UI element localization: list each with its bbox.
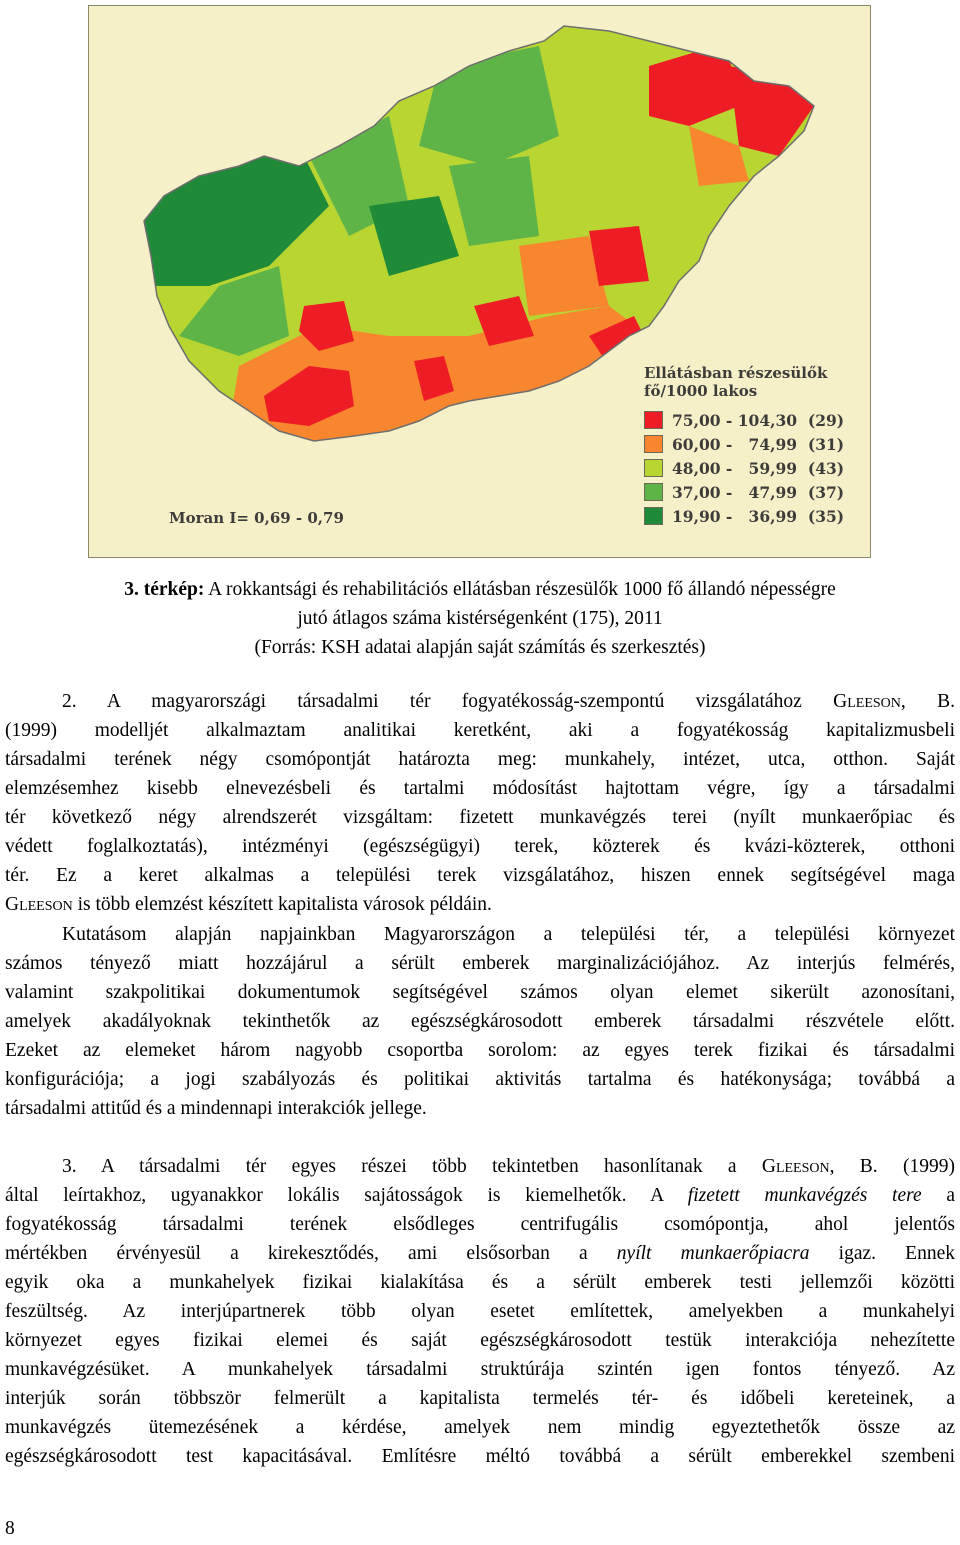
emphasis-text: fizetett munkavégzés tere [687,1185,922,1206]
map-legend [644,364,864,528]
text-span: , B. (1999) [829,1156,955,1177]
legend-item [644,480,864,504]
legend-subtitle: fő/1000 lakos [644,382,758,400]
text-line: konfigurációja; a jogi szabályozás és politikai aktivitás tartalma és hatékonysága; továbbá a [5,1069,955,1090]
text-line: elemzésemhez kisebb elnevezésbeli és tartalmi módosítást hajtottam végre, így a társadalmi [5,778,955,799]
text-span: által leírtakhoz, ugyanakkor lokális sajátosságok is kiemelhetők. A [5,1185,688,1206]
text-span: , B. [900,691,955,712]
author-name: Gleeson [761,1156,830,1177]
text-span: 3. A társadalmi tér egyes részei több tekintetben hasonlítanak a [62,1156,762,1177]
text-line: munkavégzésüket. A munkahelyek társadalmi struktúrája szintén igen fontos tényező. Az [5,1359,955,1380]
text-line: társadalmi attitűd és a mindennapi interakciók jellege. [5,1098,427,1119]
text-line: egészségkárosodott test kapacitásával. Említésre méltó továbbá a sérült emberekkel szembeni [5,1446,955,1467]
text-line: környezet egyes fizikai elemei és saját egészségkárosodott testük interakciója nehezítette [5,1330,955,1351]
text-line [62,1152,955,1181]
legend-label: 37,00 - 47,99 (37) [672,482,845,502]
author-name: Gleeson [5,894,73,915]
legend-label: 48,00 - 59,99 (43) [672,458,845,478]
text-line: Ezeket az elemeket három nagyobb csoportba sorolom: az egyes terek fizikai és társadalmi [5,1040,955,1061]
page-number: 8 [5,1518,15,1539]
text-span: mértékben érvényesül a kirekesztődés, ami elsősorban a [5,1243,617,1264]
moran-index-label: Moran I= 0,69 - 0,79 [169,509,344,527]
map-figure [88,5,871,558]
author-name: Gleeson [833,691,901,712]
text-line [5,1181,955,1210]
legend-swatch [644,435,663,453]
text-line [5,890,955,919]
text-line: munkavégzés ütemezésének a kérdése, amelyek nem mindig egyeztethetők össze az [5,1417,955,1438]
legend-item [644,456,864,480]
legend-swatch [644,459,663,477]
legend-title: Ellátásban részesülők [644,364,828,382]
caption-text: A rokkantsági és rehabilitációs ellátásban részesülők 1000 fő állandó népességre [204,579,836,600]
legend-label: 60,00 - 74,99 (31) [672,434,845,454]
text-line: amelyek akadályoknak tekinthetők az egészségkárosodott emberek társadalmi részvétele előtt. [5,1011,955,1032]
text-line [62,687,955,716]
text-line: feszültség. Az interjúpartnerek több olyan esetet említettek, amelyekben a munkahelyi [5,1301,955,1322]
text-line: védett foglalkoztatás), intézményi (egészségügyi) terek, közterek és kvázi-közterek, otthoni [5,836,955,857]
caption-line: jutó átlagos száma kistérségenként (175), 2011 [297,608,663,629]
text-span: is több elemzést készített kapitalista városok példáin. [72,894,492,915]
legend-label: 19,90 - 36,99 (35) [672,506,845,526]
text-line: fogyatékosság társadalmi terének elsődleges centrifugális csomópontja, ahol jelentős [5,1214,955,1235]
legend-item [644,504,864,528]
text-line: interjúk során többször felmerült a kapitalista termelés tér- és időbeli kereteinek, a [5,1388,955,1409]
caption-line [0,575,960,604]
text-line: tér. Ez a keret alkalmas a települési terek vizsgálatához, hiszen ennek segítségével maga [5,865,955,886]
legend-swatch [644,507,663,525]
text-line: számos tényező miatt hozzájárul a sérült emberek marginalizációjához. Az interjús felmérés, [5,953,955,974]
text-span: igaz. Ennek [809,1243,955,1264]
text-line: (1999) modelljét alkalmaztam analitikai keretként, aki a fogyatékosság kapitalizmusbeli [5,720,955,741]
text-line: társadalmi terének négy csomópontját határozta meg: munkahely, intézet, utca, otthon. Saját [5,749,955,770]
caption-source: (Forrás: KSH adatai alapján saját számítás és szerkesztés) [254,637,706,658]
legend-swatch [644,411,663,429]
legend-swatch [644,483,663,501]
text-span: 2. A magyarországi társadalmi tér fogyatékosság-szempontú vizsgálatához [62,691,834,712]
text-line: Kutatásom alapján napjainkban Magyarországon a települési tér, a települési környezet [62,924,955,945]
text-line: tér következő négy alrendszerét vizsgáltam: fizetett munkavégzés terei (nyílt munkaerőpiac és [5,807,955,828]
text-line: egyik oka a munkahelyek fizikai kialakítása és a sérült emberek testi jellemzői közötti [5,1272,955,1293]
legend-label: 75,00 - 104,30 (29) [672,410,845,430]
text-line [5,1239,955,1268]
text-line: valamint szakpolitikai dokumentumok segítségével számos olyan elemet sikerült azonosítani, [5,982,955,1003]
caption-label: 3. térkép: [124,579,205,600]
emphasis-text: nyílt munkaerőpiacra [616,1243,810,1264]
text-span: a [921,1185,956,1206]
legend-item [644,408,864,432]
legend-item [644,432,864,456]
